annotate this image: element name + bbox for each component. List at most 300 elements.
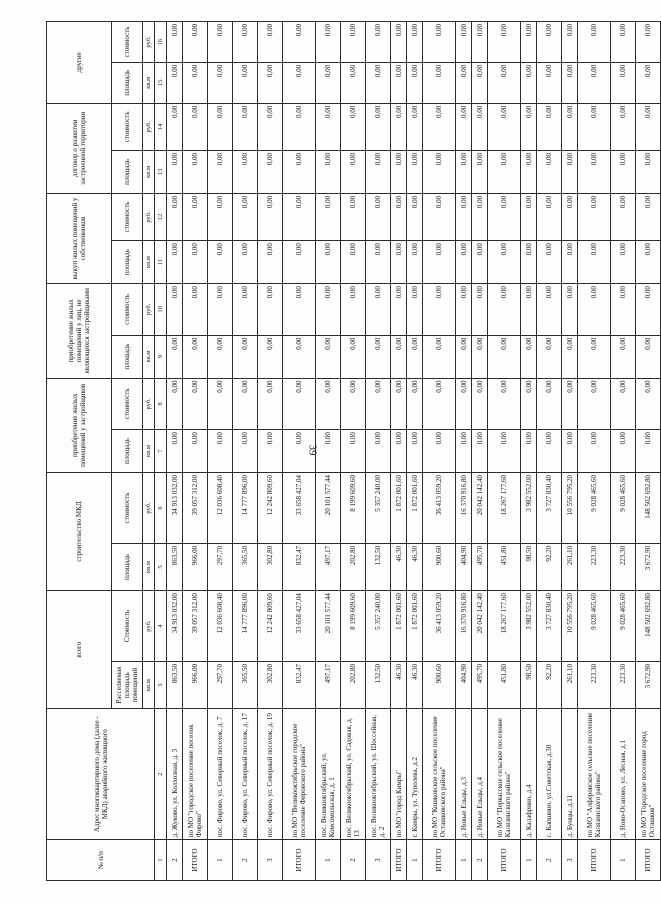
cell-zero-value: 0,00 — [521, 241, 537, 284]
cell-settled-area: 223,30 — [578, 662, 611, 709]
cell-zero-value: 0,00 — [258, 430, 283, 473]
cell-address: д. Жуково, ул. Колхозная, д. 3 — [167, 709, 183, 840]
cell-settled-area: 98,50 — [521, 662, 537, 709]
header-construction-cost: стоимость — [112, 473, 143, 544]
cell-zero-value: 0,00 — [316, 193, 341, 240]
cell-number: 1 — [611, 840, 636, 881]
cell-zero-value: 0,00 — [537, 22, 562, 63]
cell-construction-cost: 14 777 896,00 — [233, 473, 258, 544]
cell-zero-value: 0,00 — [233, 430, 258, 473]
cell-zero-value: 0,00 — [488, 430, 521, 473]
column-index: 16 — [155, 22, 167, 63]
cell-zero-value: 0,00 — [423, 241, 456, 284]
cell-zero-value: 0,00 — [636, 430, 661, 473]
cell-zero-value: 0,00 — [407, 335, 423, 378]
cell-zero-value: 0,00 — [167, 284, 183, 336]
cell-settled-area: 92,20 — [537, 662, 562, 709]
cell-zero-value: 0,00 — [341, 193, 366, 240]
cell-zero-value: 0,00 — [258, 335, 283, 378]
column-index: 5 — [155, 543, 167, 590]
cell-zero-value: 0,00 — [316, 22, 341, 63]
cell-total-cost: 1 872 001,60 — [407, 591, 423, 662]
cell-settled-area: 966,00 — [183, 662, 208, 709]
cell-construction-area: 46,30 — [407, 543, 423, 590]
cell-zero-value: 0,00 — [562, 150, 578, 193]
cell-zero-value: 0,00 — [472, 103, 488, 150]
cell-zero-value: 0,00 — [366, 22, 391, 63]
cell-address: пос. Великооктябрьский, ул. Садовая, д. 13 — [341, 709, 366, 840]
cell-address: по МО "город Кимры" — [391, 709, 407, 840]
cell-zero-value: 0,00 — [167, 22, 183, 63]
cell-zero-value: 0,00 — [366, 62, 391, 103]
cell-zero-value: 0,00 — [521, 22, 537, 63]
cell-zero-value: 0,00 — [562, 430, 578, 473]
cell-zero-value: 0,00 — [183, 430, 208, 473]
table-row — [578, 22, 611, 881]
table-row — [183, 22, 208, 881]
table-row — [258, 22, 283, 881]
cell-total-cost: 34 913 032,00 — [167, 591, 183, 662]
cell-zero-value: 0,00 — [258, 22, 283, 63]
unit-rub: руб. — [143, 22, 155, 63]
cell-zero-value: 0,00 — [562, 62, 578, 103]
cell-zero-value: 0,00 — [183, 241, 208, 284]
cell-zero-value: 0,00 — [488, 150, 521, 193]
cell-zero-value: 0,00 — [537, 284, 562, 336]
cell-zero-value: 0,00 — [258, 103, 283, 150]
cell-zero-value: 0,00 — [578, 430, 611, 473]
cell-zero-value: 0,00 — [316, 103, 341, 150]
cell-address: д. Ново-Осапово, ул. Лесная, д.1 — [611, 709, 636, 840]
header-other-cost: стоимость — [112, 22, 143, 63]
cell-zero-value: 0,00 — [208, 241, 233, 284]
cell-total-cost: 5 357 240,00 — [366, 591, 391, 662]
cell-zero-value: 0,00 — [521, 62, 537, 103]
cell-zero-value: 0,00 — [316, 335, 341, 378]
table-row — [283, 22, 316, 881]
cell-zero-value: 0,00 — [407, 62, 423, 103]
cell-zero-value: 0,00 — [456, 284, 472, 336]
cell-zero-value: 0,00 — [391, 22, 407, 63]
cell-zero-value: 0,00 — [366, 430, 391, 473]
table-row — [407, 22, 423, 881]
cell-address: пос. Фирово, ул. Северный поселок, д. 7 — [208, 709, 233, 840]
header-buy-dev-cost: стоимость — [112, 378, 143, 430]
cell-construction-cost: 1 872 001,60 — [407, 473, 423, 544]
header-construction-area: площадь — [112, 543, 143, 590]
column-index: 7 — [155, 430, 167, 473]
cell-zero-value: 0,00 — [233, 103, 258, 150]
cell-zero-value: 0,00 — [636, 284, 661, 336]
header-num: № п/п — [47, 840, 155, 881]
cell-zero-value: 0,00 — [283, 62, 316, 103]
cell-total-cost: 3 982 552,00 — [521, 591, 537, 662]
cell-address: д. Калафрино, д.4 — [521, 709, 537, 840]
cell-zero-value: 0,00 — [208, 103, 233, 150]
cell-construction-cost: 20 101 577,44 — [316, 473, 341, 544]
cell-zero-value: 0,00 — [636, 103, 661, 150]
cell-address: пос. Великооктябрьский, ул. Комсомольская, д. 1 — [316, 709, 341, 840]
cell-zero-value: 0,00 — [472, 335, 488, 378]
cell-construction-cost: 10 556 795,20 — [562, 473, 578, 544]
cell-total-cost: 3 727 830,40 — [537, 591, 562, 662]
cell-address: по МО "Кошковское сельское поселение Осташковского района" — [423, 709, 456, 840]
table-row — [233, 22, 258, 881]
cell-zero-value: 0,00 — [283, 22, 316, 63]
cell-total-cost: 9 028 465,60 — [578, 591, 611, 662]
cell-zero-value: 0,00 — [472, 378, 488, 430]
cell-zero-value: 0,00 — [521, 150, 537, 193]
cell-address: д. Бунцы, д.11 — [562, 709, 578, 840]
header-buy-owners: выкуп жилых помещений у собственников — [47, 193, 112, 283]
cell-number: 3 — [562, 840, 578, 881]
cell-construction-cost: 12 036 608,40 — [208, 473, 233, 544]
cell-settled-area: 495,70 — [472, 662, 488, 709]
cell-address: пос. Великооктябрьский, ул. Шоссейная, д. 2 — [366, 709, 391, 840]
cell-zero-value: 0,00 — [183, 193, 208, 240]
cell-zero-value: 0,00 — [611, 335, 636, 378]
cell-zero-value: 0,00 — [167, 103, 183, 150]
cell-zero-value: 0,00 — [537, 193, 562, 240]
cell-settled-area: 497,17 — [316, 662, 341, 709]
cell-zero-value: 0,00 — [472, 193, 488, 240]
column-index: 9 — [155, 335, 167, 378]
cell-zero-value: 0,00 — [456, 193, 472, 240]
header-total: всего — [47, 591, 112, 709]
cell-zero-value: 0,00 — [423, 103, 456, 150]
cell-zero-value: 0,00 — [316, 378, 341, 430]
cell-settled-area: 863,50 — [167, 662, 183, 709]
cell-zero-value: 0,00 — [521, 378, 537, 430]
unit-sqm: кв.м — [143, 241, 155, 284]
cell-zero-value: 0,00 — [636, 150, 661, 193]
cell-address: д. Новые Ельцы, д.4 — [472, 709, 488, 840]
cell-address: пос. Фирово, ул. Северный поселок, д. 17 — [233, 709, 258, 840]
cell-construction-cost: 3 727 830,40 — [537, 473, 562, 544]
header-dev-contract-area: площадь — [112, 150, 143, 193]
unit-sqm: кв.м — [143, 543, 155, 590]
cell-total-cost: 1 872 001,60 — [391, 591, 407, 662]
cell-zero-value: 0,00 — [391, 430, 407, 473]
cell-zero-value: 0,00 — [562, 378, 578, 430]
unit-rub: руб. — [143, 591, 155, 662]
cell-construction-area: 966,00 — [183, 543, 208, 590]
cell-zero-value: 0,00 — [611, 62, 636, 103]
cell-zero-value: 0,00 — [423, 62, 456, 103]
table-row — [488, 22, 521, 881]
cell-zero-value: 0,00 — [167, 150, 183, 193]
header-total-cost: Стоимость — [112, 591, 143, 662]
cell-zero-value: 0,00 — [578, 335, 611, 378]
cell-number: ИТОГО — [423, 840, 456, 881]
cell-construction-cost: 39 057 312,00 — [183, 473, 208, 544]
cell-address: по МО "Алферовское сельское поселение Калязинского района" — [578, 709, 611, 840]
cell-construction-cost: 20 042 142,40 — [472, 473, 488, 544]
cell-construction-cost: 16 370 916,80 — [456, 473, 472, 544]
cell-zero-value: 0,00 — [537, 150, 562, 193]
cell-zero-value: 0,00 — [611, 284, 636, 336]
cell-zero-value: 0,00 — [233, 22, 258, 63]
cell-number: 1 — [456, 840, 472, 881]
cell-zero-value: 0,00 — [636, 378, 661, 430]
cell-construction-cost: 33 658 427,04 — [283, 473, 316, 544]
cell-zero-value: 0,00 — [562, 22, 578, 63]
cell-zero-value: 0,00 — [341, 22, 366, 63]
page-number: 39 — [306, 444, 319, 456]
cell-construction-area: 132,50 — [366, 543, 391, 590]
cell-number: ИТОГО — [488, 840, 521, 881]
cell-settled-area: 900,60 — [423, 662, 456, 709]
cell-zero-value: 0,00 — [167, 62, 183, 103]
cell-total-cost: 20 042 142,40 — [472, 591, 488, 662]
table-row — [316, 22, 341, 881]
cell-number: ИТОГО — [183, 840, 208, 881]
cell-address: по МО "Городское поселение город Осташков" — [636, 709, 661, 840]
cell-settled-area: 46,30 — [407, 662, 423, 709]
cell-settled-area: 297,70 — [208, 662, 233, 709]
cell-zero-value: 0,00 — [258, 378, 283, 430]
table-row — [562, 22, 578, 881]
cell-construction-cost: 34 913 032,00 — [167, 473, 183, 544]
cell-zero-value: 0,00 — [456, 22, 472, 63]
column-index: 8 — [155, 378, 167, 430]
header-buy-own-area: площадь — [112, 241, 143, 284]
resettlement-table — [46, 21, 661, 881]
cell-zero-value: 0,00 — [167, 430, 183, 473]
cell-zero-value: 0,00 — [423, 378, 456, 430]
cell-zero-value: 0,00 — [423, 284, 456, 336]
cell-number: 1 — [521, 840, 537, 881]
cell-total-cost: 12 242 809,60 — [258, 591, 283, 662]
table-row — [208, 22, 233, 881]
table-row — [423, 22, 456, 881]
cell-settled-area: 302,80 — [258, 662, 283, 709]
cell-zero-value: 0,00 — [456, 335, 472, 378]
cell-settled-area: 365,50 — [233, 662, 258, 709]
cell-zero-value: 0,00 — [407, 378, 423, 430]
cell-zero-value: 0,00 — [611, 193, 636, 240]
cell-zero-value: 0,00 — [636, 62, 661, 103]
cell-zero-value: 0,00 — [456, 150, 472, 193]
column-index: 14 — [155, 103, 167, 150]
cell-zero-value: 0,00 — [366, 193, 391, 240]
cell-total-cost: 12 036 608,40 — [208, 591, 233, 662]
cell-zero-value: 0,00 — [208, 22, 233, 63]
cell-total-cost: 148 502 692,80 — [636, 591, 661, 662]
cell-zero-value: 0,00 — [167, 193, 183, 240]
unit-sqm: кв.м — [143, 335, 155, 378]
cell-zero-value: 0,00 — [537, 241, 562, 284]
cell-number: 1 — [407, 840, 423, 881]
cell-settled-area: 404,90 — [456, 662, 472, 709]
unit-rub: руб. — [143, 473, 155, 544]
cell-zero-value: 0,00 — [407, 430, 423, 473]
cell-zero-value: 0,00 — [636, 241, 661, 284]
cell-address: по МО "Первасское сельское поселение Калязинского района" — [488, 709, 521, 840]
header-construction: строительство МКД — [47, 473, 112, 591]
cell-number: ИТОГО — [391, 840, 407, 881]
cell-construction-area: 92,20 — [537, 543, 562, 590]
cell-total-cost: 16 370 916,80 — [456, 591, 472, 662]
cell-zero-value: 0,00 — [578, 150, 611, 193]
cell-construction-area: 3 672,90 — [636, 543, 661, 590]
cell-zero-value: 0,00 — [578, 193, 611, 240]
cell-zero-value: 0,00 — [316, 284, 341, 336]
cell-zero-value: 0,00 — [521, 335, 537, 378]
cell-zero-value: 0,00 — [488, 62, 521, 103]
unit-rub: руб. — [143, 378, 155, 430]
cell-zero-value: 0,00 — [366, 284, 391, 336]
cell-construction-area: 497,17 — [316, 543, 341, 590]
cell-zero-value: 0,00 — [407, 103, 423, 150]
cell-settled-area: 261,10 — [562, 662, 578, 709]
cell-zero-value: 0,00 — [341, 378, 366, 430]
cell-zero-value: 0,00 — [407, 193, 423, 240]
cell-total-cost: 18 267 177,60 — [488, 591, 521, 662]
cell-zero-value: 0,00 — [472, 284, 488, 336]
cell-zero-value: 0,00 — [636, 335, 661, 378]
header-buy-nondev-cost: стоимость — [112, 284, 143, 336]
column-index: 13 — [155, 150, 167, 193]
cell-zero-value: 0,00 — [562, 241, 578, 284]
cell-address: по МО "городское поселение поселок Фирово" — [183, 709, 208, 840]
cell-zero-value: 0,00 — [472, 22, 488, 63]
cell-zero-value: 0,00 — [283, 378, 316, 430]
cell-address: г. Кимры, ул. Туполева, д.2 — [407, 709, 423, 840]
cell-zero-value: 0,00 — [407, 284, 423, 336]
cell-zero-value: 0,00 — [366, 150, 391, 193]
cell-zero-value: 0,00 — [208, 430, 233, 473]
cell-zero-value: 0,00 — [258, 62, 283, 103]
cell-number: 2 — [233, 840, 258, 881]
header-other-area: площадь — [112, 62, 143, 103]
cell-zero-value: 0,00 — [167, 378, 183, 430]
cell-zero-value: 0,00 — [423, 335, 456, 378]
cell-zero-value: 0,00 — [208, 335, 233, 378]
cell-zero-value: 0,00 — [562, 193, 578, 240]
cell-zero-value: 0,00 — [183, 103, 208, 150]
cell-zero-value: 0,00 — [423, 22, 456, 63]
cell-zero-value: 0,00 — [391, 378, 407, 430]
cell-zero-value: 0,00 — [407, 241, 423, 284]
cell-address: по МО "Великооктябрьское городское поселение Фировского района" — [283, 709, 316, 840]
cell-zero-value: 0,00 — [578, 22, 611, 63]
table-row — [456, 22, 472, 881]
cell-construction-area: 297,70 — [208, 543, 233, 590]
cell-zero-value: 0,00 — [537, 62, 562, 103]
unit-sqm: кв.м — [143, 62, 155, 103]
cell-zero-value: 0,00 — [472, 150, 488, 193]
cell-zero-value: 0,00 — [391, 241, 407, 284]
cell-zero-value: 0,00 — [258, 193, 283, 240]
cell-zero-value: 0,00 — [521, 430, 537, 473]
cell-zero-value: 0,00 — [636, 22, 661, 63]
cell-zero-value: 0,00 — [283, 103, 316, 150]
cell-settled-area: 46,30 — [391, 662, 407, 709]
cell-zero-value: 0,00 — [611, 241, 636, 284]
cell-construction-area: 495,70 — [472, 543, 488, 590]
column-index: 11 — [155, 241, 167, 284]
cell-settled-area: 223,30 — [611, 662, 636, 709]
cell-number: 1 — [316, 840, 341, 881]
cell-settled-area: 832,47 — [283, 662, 316, 709]
column-index: 15 — [155, 62, 167, 103]
cell-construction-cost: 1 872 001,60 — [391, 473, 407, 544]
header-buy-nondev-area: площадь — [112, 335, 143, 378]
table-row — [472, 22, 488, 881]
cell-zero-value: 0,00 — [208, 378, 233, 430]
cell-zero-value: 0,00 — [456, 103, 472, 150]
cell-construction-area: 863,50 — [167, 543, 183, 590]
column-index: 6 — [155, 473, 167, 544]
cell-construction-cost: 9 028 465,60 — [611, 473, 636, 544]
unit-rub: руб. — [143, 103, 155, 150]
cell-construction-area: 223,30 — [578, 543, 611, 590]
cell-zero-value: 0,00 — [562, 103, 578, 150]
cell-zero-value: 0,00 — [391, 335, 407, 378]
cell-zero-value: 0,00 — [341, 103, 366, 150]
cell-address: д. Новые Ельцы, д.3 — [456, 709, 472, 840]
unit-sqm: кв.м — [143, 662, 155, 709]
cell-zero-value: 0,00 — [183, 150, 208, 193]
cell-zero-value: 0,00 — [407, 150, 423, 193]
cell-zero-value: 0,00 — [233, 241, 258, 284]
cell-zero-value: 0,00 — [488, 284, 521, 336]
rotated-table-wrapper — [46, 21, 656, 881]
cell-total-cost: 39 057 312,00 — [183, 591, 208, 662]
cell-zero-value: 0,00 — [578, 103, 611, 150]
cell-zero-value: 0,00 — [456, 378, 472, 430]
cell-number: ИТОГО — [578, 840, 611, 881]
cell-zero-value: 0,00 — [233, 150, 258, 193]
cell-construction-area: 302,80 — [258, 543, 283, 590]
cell-zero-value: 0,00 — [341, 62, 366, 103]
cell-zero-value: 0,00 — [521, 193, 537, 240]
cell-zero-value: 0,00 — [456, 430, 472, 473]
cell-zero-value: 0,00 — [366, 241, 391, 284]
cell-zero-value: 0,00 — [233, 193, 258, 240]
cell-zero-value: 0,00 — [233, 335, 258, 378]
cell-zero-value: 0,00 — [537, 430, 562, 473]
cell-address: с. Капшино, ул.Советская, д.30 — [537, 709, 562, 840]
cell-zero-value: 0,00 — [341, 150, 366, 193]
cell-zero-value: 0,00 — [366, 335, 391, 378]
cell-number: 2 — [537, 840, 562, 881]
cell-number: 3 — [366, 840, 391, 881]
cell-zero-value: 0,00 — [391, 62, 407, 103]
cell-zero-value: 0,00 — [208, 284, 233, 336]
cell-zero-value: 0,00 — [258, 284, 283, 336]
cell-zero-value: 0,00 — [183, 62, 208, 103]
cell-zero-value: 0,00 — [316, 430, 341, 473]
cell-total-cost: 14 777 896,00 — [233, 591, 258, 662]
cell-zero-value: 0,00 — [391, 193, 407, 240]
cell-construction-area: 46,30 — [391, 543, 407, 590]
header-development-contract: договор о развитии застроенной территории — [47, 103, 112, 193]
cell-zero-value: 0,00 — [208, 150, 233, 193]
cell-total-cost: 10 556 795,20 — [562, 591, 578, 662]
cell-zero-value: 0,00 — [611, 150, 636, 193]
cell-settled-area: 3 672,90 — [636, 662, 661, 709]
cell-total-cost: 20 101 577,44 — [316, 591, 341, 662]
cell-zero-value: 0,00 — [341, 241, 366, 284]
cell-zero-value: 0,00 — [183, 335, 208, 378]
column-index: 4 — [155, 591, 167, 662]
cell-construction-cost: 148 502 692,80 — [636, 473, 661, 544]
cell-zero-value: 0,00 — [488, 335, 521, 378]
header-address: Адрес многоквартирного дома (далее - МКД) аварийного жилищного — [47, 709, 155, 840]
cell-zero-value: 0,00 — [341, 430, 366, 473]
